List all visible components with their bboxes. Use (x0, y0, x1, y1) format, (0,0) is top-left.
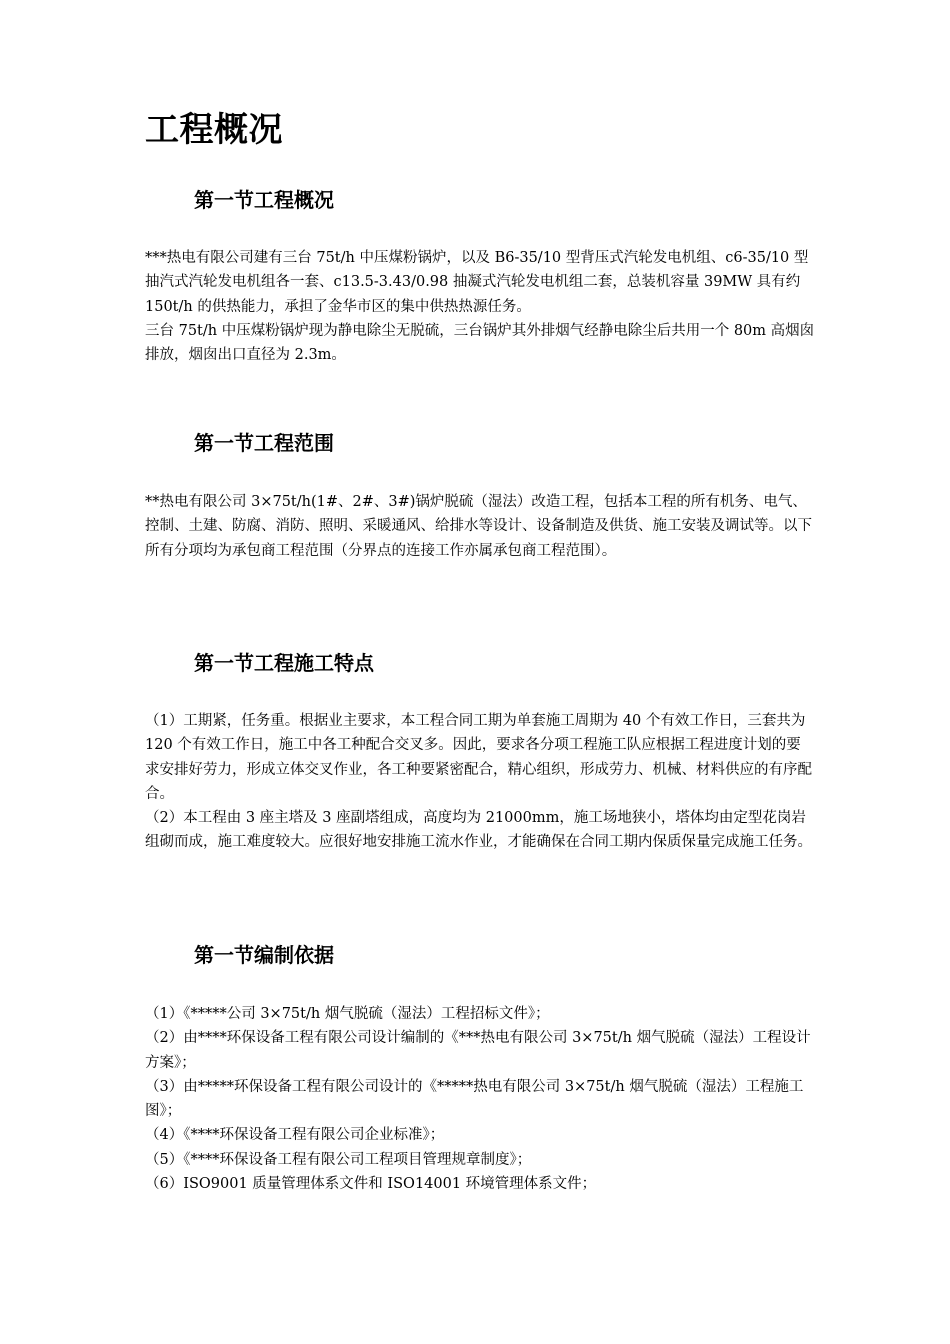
list-item: （5）《****环保设备工程有限公司工程项目管理规章制度》； (145, 1151, 532, 1168)
document-title: 工程概况 (145, 110, 283, 150)
list-item: （2）由****环保设备工程有限公司设计编制的《***热电有限公司 3×75t/h 烟气脱硫（湿法）工程设计方案》； (145, 1030, 811, 1071)
section-heading-basis: 第一节编制依据 (194, 943, 334, 967)
section-heading-overview: 第一节工程概况 (194, 188, 334, 212)
paragraph: ***热电有限公司建有三台 75t/h 中压煤粉锅炉，以及 B6-35/10 型背压式汽轮发电机组、c6-35/10 型抽汽式汽轮发电机组各一套、c13.5-3.43/0.98 抽凝式汽轮发电机组二套，总装机容量 39MW 具有约 150t/h 的供热能力，承担了金华市区的集中供热热源任务。 (145, 250, 809, 315)
section-body-features (145, 709, 815, 855)
section-body-scope (145, 490, 815, 563)
list-item: （4）《****环保设备工程有限公司企业标准》； (145, 1127, 445, 1144)
section-body-basis (145, 1002, 815, 1196)
paragraph: （2）本工程由 3 座主塔及 3 座副塔组成，高度均为 21000mm，施工场地狭小，塔体均由定型花岗岩组砌而成，施工难度较大。应很好地安排施工流水作业，才能确保在合同工期内保质保量完成施工任务。 (145, 810, 812, 851)
list-item: （1）《*****公司 3×75t/h 烟气脱硫（湿法）工程招标文件》； (145, 1006, 550, 1022)
paragraph: 三台 75t/h 中压煤粉锅炉现为静电除尘无脱硫，三台锅炉其外排烟气经静电除尘后共用一个 80m 高烟囱排放，烟囱出口直径为 2.3m。 (145, 322, 815, 364)
paragraph: （1）工期紧，任务重。根据业主要求，本工程合同工期为单套施工周期为 40 个有效工作日，三套共为 120 个有效工作日，施工中各工种配合交叉多。因此，要求各分项工程施工队应根据工程进度计划的要求安排好劳力，形成立体交叉作业，各工种要紧密配合，精心组织，形成劳力、机械、材料供应的有序配合。 (145, 713, 812, 802)
section-heading-features: 第一节工程施工特点 (194, 651, 374, 675)
list-item: （6）ISO9001 质量管理体系文件和 ISO14001 环境管理体系文件； (145, 1176, 597, 1193)
list-item: （3）由*****环保设备工程有限公司设计的《*****热电有限公司 3×75t/h 烟气脱硫（湿法）工程施工图》； (145, 1078, 804, 1120)
section-body-overview (145, 246, 815, 367)
section-heading-scope: 第一节工程范围 (194, 431, 334, 455)
paragraph: **热电有限公司 3×75t/h(1#、2#、3#)锅炉脱硫（湿法）改造工程，包括本工程的所有机务、电气、控制、土建、防腐、消防、照明、采暖通风、给排水等设计、设备制造及供货、施工安装及调试等。以下所有分项均为承包商工程范围（分界点的连接工作亦属承包商工程范围）。 (145, 494, 812, 559)
